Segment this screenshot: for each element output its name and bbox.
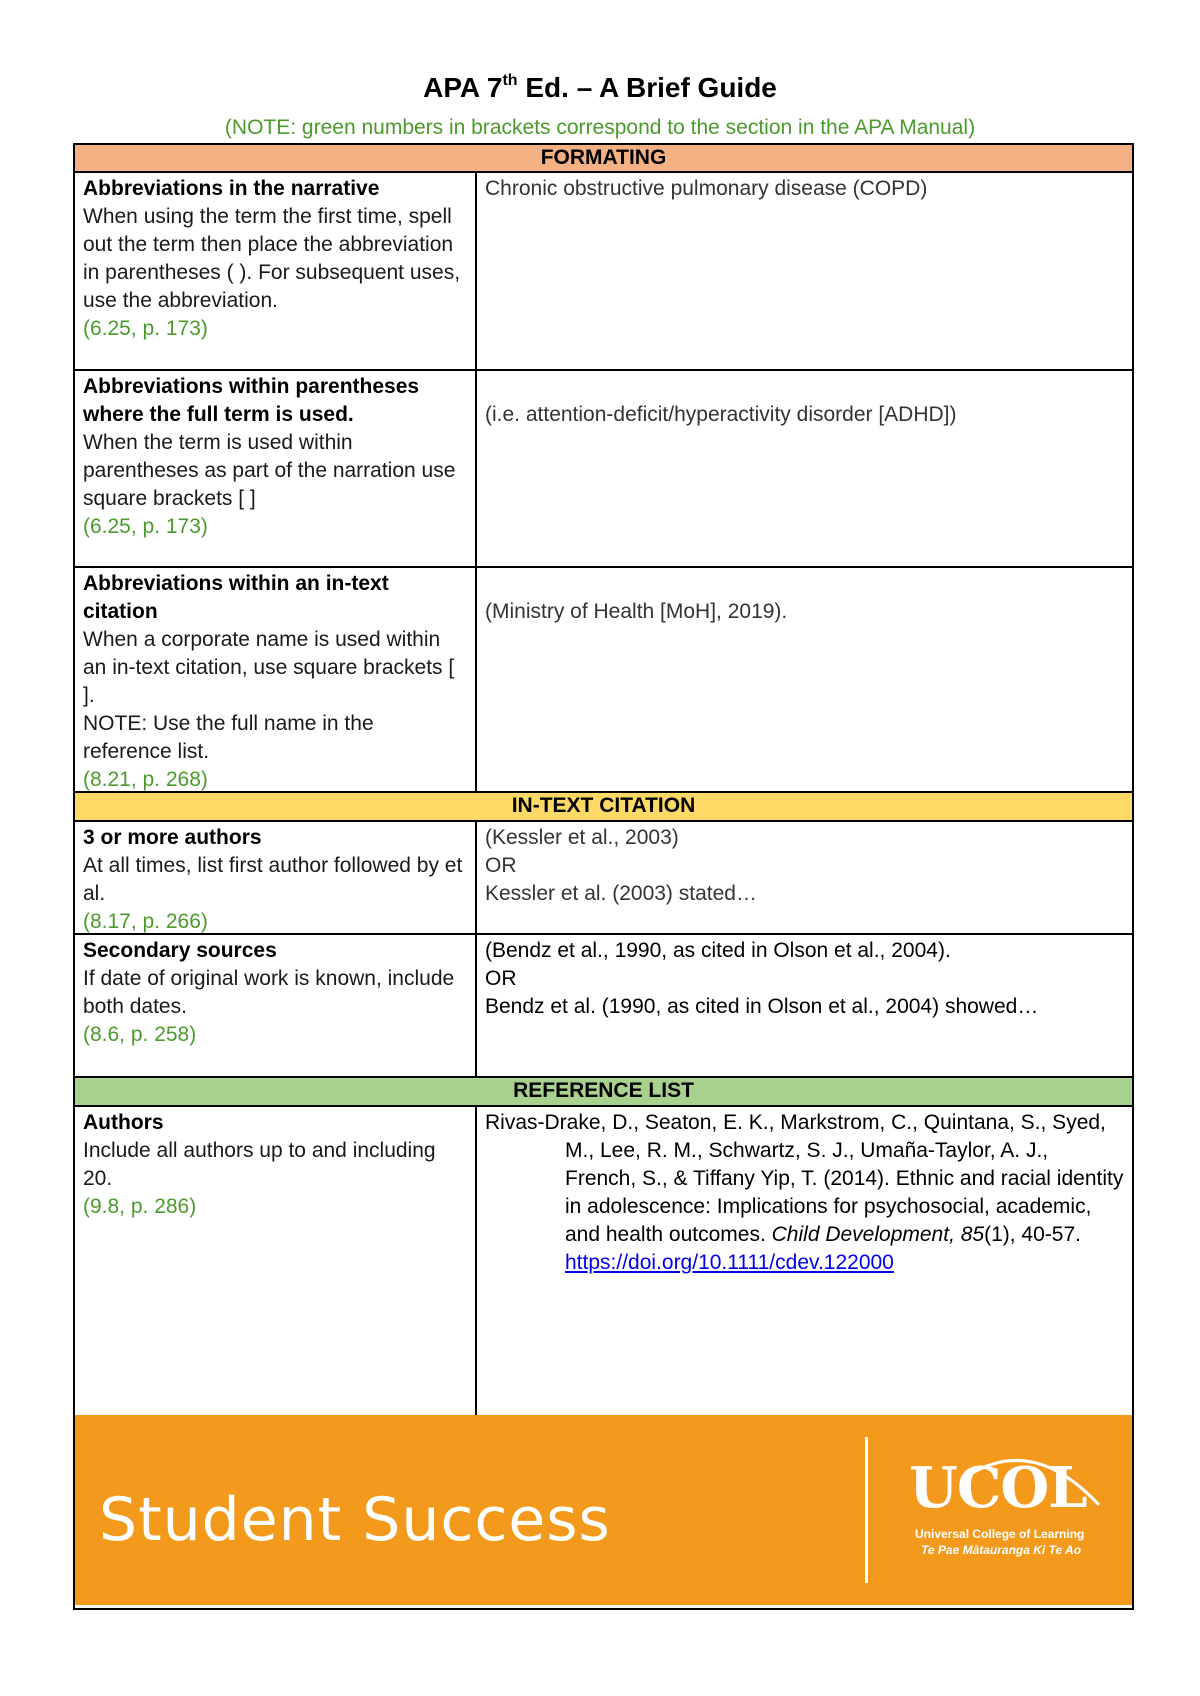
row-example: (Kessler et al., 2003) OR Kessler et al. (2003) stated… (485, 826, 757, 905)
row-heading: Abbreviations in the narrative (83, 177, 380, 200)
student-success-banner (75, 1415, 1132, 1605)
section-header-formatting: FORMATING (75, 145, 1132, 173)
table-row-abbr-narrative (75, 173, 1132, 371)
row-description: Include all authors up to and including 20. (83, 1139, 436, 1190)
guide-table (73, 143, 1134, 1610)
section-reference: (8.6, p. 258) (83, 1023, 197, 1046)
section-reference: (8.21, p. 268) (83, 768, 208, 791)
row-description: When a corporate name is used within an in-text citation, use square brackets [ ]. NOTE: Use the full name in the reference list. (83, 628, 455, 763)
table-row-abbr-citation (75, 568, 1132, 793)
logo-wordmark: UCOL (909, 1455, 1087, 1521)
section-reference: (6.25, p. 173) (83, 317, 208, 340)
row-heading: Abbreviations within an in-text citation (83, 572, 389, 623)
reference-entry: Rivas-Drake, D., Seaton, E. K., Markstrom, C., Quintana, S., Syed, M., Lee, R. M., Schwartz, S. J., Umaña-Taylor, A. J., French, S., & Tiffany Yip, T. (2014). Ethnic and racial identity in adolescence: Implications for psychosocial, academic, and health outcomes. Child Development, 85(1), 40-57. https://doi.org/10.1111/cdev.122000 (485, 1111, 1124, 1274)
table-row-secondary-sources (75, 935, 1132, 1078)
doi-link[interactable]: https://doi.org/10.1111/cdev.122000 (565, 1251, 894, 1274)
row-example: (Bendz et al., 1990, as cited in Olson et al., 2004). OR Bendz et al. (1990, as cited in Olson et al., 2004) showed… (485, 939, 1039, 1018)
row-heading: Authors (83, 1111, 164, 1134)
section-header-in-text-citation: IN-TEXT CITATION (75, 793, 1132, 822)
row-heading: Secondary sources (83, 939, 277, 962)
row-heading: 3 or more authors (83, 826, 262, 849)
row-description: When using the term the first time, spell out the term then place the abbreviation in parentheses ( ). For subsequent uses, use the abbreviation. (83, 205, 461, 312)
ucol-logo (905, 1445, 1105, 1565)
section-reference: (6.25, p. 173) (83, 515, 208, 538)
page-title: APA 7th Ed. – A Brief Guide (423, 72, 777, 103)
table-row-abbr-parentheses (75, 371, 1132, 568)
row-description: If date of original work is known, include both dates. (83, 967, 455, 1018)
row-example: (Ministry of Health [MoH], 2019). (485, 600, 788, 623)
page-subtitle: (NOTE: green numbers in brackets correspond to the section in the APA Manual) (224, 116, 976, 139)
row-description: When the term is used within parentheses as part of the narration use square brackets [ ] (83, 431, 456, 510)
logo-tagline: Universal College of Learning (915, 1527, 1085, 1541)
table-row-authors (75, 1107, 1132, 1415)
section-header-reference-list: REFERENCE LIST (75, 1078, 1132, 1107)
row-example: (i.e. attention-deficit/hyperactivity disorder [ADHD]) (485, 403, 957, 426)
logo-maori-tagline: Te Pae Mātauranga Ki Te Ao (921, 1543, 1082, 1557)
banner-title: Student Success (99, 1485, 611, 1555)
section-reference: (9.8, p. 286) (83, 1195, 197, 1218)
row-description: At all times, list first author followed by et al. (83, 854, 463, 905)
banner-divider (865, 1437, 868, 1583)
table-row-three-authors (75, 822, 1132, 935)
row-heading: Abbreviations within parentheses where the full term is used. (83, 375, 420, 426)
section-reference: (8.17, p. 266) (83, 910, 208, 933)
row-example: Chronic obstructive pulmonary disease (COPD) (485, 177, 928, 200)
